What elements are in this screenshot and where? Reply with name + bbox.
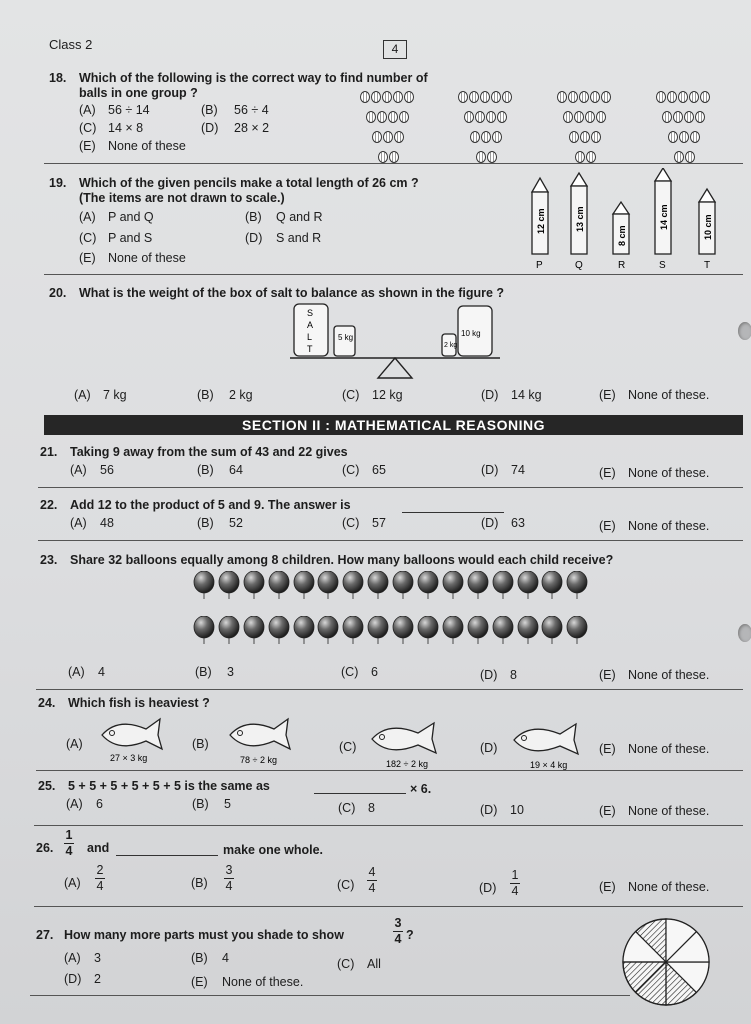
q19-option-b-text: Q and R (276, 210, 323, 224)
q26-option-e-text: None of these. (628, 880, 710, 894)
q18-number: 18. (49, 71, 67, 85)
balloon-icon (193, 616, 215, 644)
q20-number: 20. (49, 286, 67, 300)
balloon-icon (367, 571, 389, 599)
balloon-icon (566, 571, 588, 599)
q18-option-a-text: 56 ÷ 14 (108, 103, 150, 117)
q19-option-a-text: P and Q (108, 210, 154, 224)
answer-blank (402, 512, 504, 513)
balloon-icon (293, 571, 315, 599)
balloon-icon (367, 616, 389, 644)
q26-option-e-label: (E) (599, 880, 616, 894)
q22-option-d-text: 63 (511, 516, 525, 530)
q24-option-d-label: (D) (480, 741, 498, 755)
q26-option-c-label: (C) (337, 878, 355, 892)
class-label: Class 2 (49, 37, 93, 52)
q23-option-b-label: (B) (195, 665, 212, 679)
q26-option-c-fraction: 4 4 (368, 865, 376, 895)
q25-option-a-text: 6 (96, 797, 103, 811)
q27-option-d-text: 2 (94, 972, 101, 986)
divider (36, 770, 743, 771)
q19-option-c-text: P and S (108, 231, 153, 245)
q25-option-b-label: (B) (192, 797, 209, 811)
divider (34, 906, 743, 907)
divider (34, 825, 743, 826)
pencil-s (655, 168, 671, 271)
balloon-row (193, 616, 591, 649)
ball-group (656, 90, 711, 168)
q25-option-d-label: (D) (480, 803, 498, 817)
q26-option-b-label: (B) (191, 876, 208, 890)
q27-option-c-label: (C) (337, 957, 355, 971)
q19-option-a-label: (A) (79, 210, 96, 224)
balloon-icon (492, 616, 514, 644)
q24-option-c-label: (C) (339, 740, 357, 754)
q22-number: 22. (40, 498, 58, 512)
q22-option-e-label: (E) (599, 519, 616, 533)
binder-hole (738, 624, 751, 642)
fraction-circle (620, 916, 712, 1008)
q23-option-b-text: 3 (227, 665, 234, 679)
q22-option-e-text: None of these. (628, 519, 710, 533)
page-number: 4 (383, 40, 407, 59)
q25-option-d-text: 10 (510, 803, 524, 817)
balloon-icon (492, 571, 514, 599)
q20-option-e-text: None of these. (628, 388, 710, 402)
q23-option-d-label: (D) (480, 668, 498, 682)
balloon-icon (442, 571, 464, 599)
fish-b (226, 713, 306, 765)
binder-hole (738, 322, 751, 340)
q23-option-a-label: (A) (68, 665, 85, 679)
q22-option-b-text: 52 (229, 516, 243, 530)
q25-option-c-label: (C) (338, 801, 356, 815)
q21-option-b-text: 64 (229, 463, 243, 477)
ball-group (557, 90, 612, 168)
pencil-t-label: T (704, 260, 711, 271)
svg-text:2 kg: 2 kg (444, 342, 458, 349)
q26-suffix: make one whole. (223, 843, 324, 857)
q23-option-a-text: 4 (98, 665, 105, 679)
balloon-icon (517, 616, 539, 644)
divider (30, 995, 630, 996)
balloon-icon (392, 571, 414, 599)
q23-option-d-text: 8 (510, 668, 517, 682)
divider (38, 540, 743, 541)
q20-option-e-label: (E) (599, 388, 616, 402)
balloon-icon (467, 616, 489, 644)
balloon-icon (392, 616, 414, 644)
pencil-t-length: 10 cm (703, 214, 713, 240)
q21-option-a-text: 56 (100, 463, 114, 477)
q18-text-line1: Which of the following is the correct way to find number of (79, 71, 428, 85)
q20-option-c-text: 12 kg (372, 388, 403, 402)
balloon-icon (541, 571, 563, 599)
divider (38, 487, 743, 488)
q25-option-a-label: (A) (66, 797, 83, 811)
q21-option-d-text: 74 (511, 463, 525, 477)
fish-c (368, 717, 452, 769)
balloon-icon (317, 571, 339, 599)
q23-option-c-text: 6 (371, 665, 378, 679)
q18-text-line2: balls in one group ? (79, 86, 198, 100)
q19-text-line2: (The items are not drawn to scale.) (79, 191, 285, 205)
fish-b-label: 78 ÷ 2 kg (240, 755, 277, 765)
q18-option-b-label: (B) (201, 103, 218, 117)
svg-text:5 kg: 5 kg (338, 333, 354, 342)
q26-number: 26. (36, 841, 54, 855)
q25-suffix: × 6. (410, 782, 432, 796)
q19-option-c-label: (C) (79, 231, 97, 245)
q25-text: 5 + 5 + 5 + 5 + 5 + 5 is the same as (68, 779, 270, 793)
pencil-r-label: R (618, 260, 626, 271)
q21-option-c-label: (C) (342, 463, 360, 477)
q21-option-d-label: (D) (481, 463, 499, 477)
q27-option-b-label: (B) (191, 951, 208, 965)
q20-option-b-label: (B) (197, 388, 214, 402)
q22-text: Add 12 to the product of 5 and 9. The answer is (70, 498, 351, 512)
pencil-r-length: 8 cm (617, 225, 627, 246)
section-header: SECTION II : MATHEMATICAL REASONING (44, 415, 743, 435)
q18-option-e-text: None of these (108, 139, 186, 153)
pencil-t (699, 189, 715, 271)
q26-option-d-fraction: 1 4 (511, 868, 519, 898)
svg-text:10 kg: 10 kg (461, 329, 481, 338)
q21-option-e-label: (E) (599, 466, 616, 480)
q18-option-a-label: (A) (79, 103, 96, 117)
balance-figure (280, 300, 510, 382)
q21-option-c-text: 65 (372, 463, 386, 477)
q21-option-b-label: (B) (197, 463, 214, 477)
q19-text-line1: Which of the given pencils make a total length of 26 cm ? (79, 176, 419, 190)
q24-text: Which fish is heaviest ? (68, 696, 210, 710)
fish-a-label: 27 × 3 kg (110, 753, 148, 763)
balloon-icon (243, 616, 265, 644)
pencil-p-length: 12 cm (536, 208, 546, 234)
fish-d (510, 718, 594, 770)
q18-option-d-text: 28 × 2 (234, 121, 270, 135)
pencil-s-length: 14 cm (659, 204, 669, 230)
pencil-p (532, 178, 548, 271)
q24-number: 24. (38, 696, 56, 710)
q21-option-a-label: (A) (70, 463, 87, 477)
pencil-s-label: S (659, 260, 666, 271)
q20-option-a-label: (A) (74, 388, 91, 402)
ball-group (458, 90, 513, 168)
q21-text: Taking 9 away from the sum of 43 and 22 gives (70, 445, 348, 459)
balloon-icon (566, 616, 588, 644)
q19-option-b-label: (B) (245, 210, 262, 224)
q24-option-e-label: (E) (599, 742, 616, 756)
q22-option-c-label: (C) (342, 516, 360, 530)
pencil-r (613, 202, 629, 271)
divider (44, 163, 743, 164)
q27-option-c-text: All (367, 957, 381, 971)
q20-option-d-label: (D) (481, 388, 499, 402)
q25-number: 25. (38, 779, 56, 793)
q18-option-c-label: (C) (79, 121, 97, 135)
svg-text:L: L (307, 332, 313, 342)
q24-option-e-text: None of these. (628, 742, 710, 756)
balloon-icon (218, 616, 240, 644)
q22-option-c-text: 57 (372, 516, 386, 530)
q23-number: 23. (40, 553, 58, 567)
q23-option-e-text: None of these. (628, 668, 710, 682)
q18-option-d-label: (D) (201, 121, 219, 135)
svg-text:A: A (307, 320, 314, 330)
q27-number: 27. (36, 928, 54, 942)
balloon-icon (342, 616, 364, 644)
balloon-icon (417, 616, 439, 644)
q22-option-a-text: 48 (100, 516, 114, 530)
q27-fraction: 3 4 (394, 916, 402, 946)
q26-option-a-label: (A) (64, 876, 81, 890)
q22-option-d-label: (D) (481, 516, 499, 530)
q27-option-e-label: (E) (191, 975, 208, 989)
q27-qmark: ? (406, 928, 414, 942)
fish-d-label: 19 × 4 kg (530, 760, 568, 770)
q25-option-b-text: 5 (224, 797, 231, 811)
q20-text: What is the weight of the box of salt to balance as shown in the figure ? (79, 286, 505, 300)
pencil-p-label: P (536, 260, 543, 271)
balloon-icon (193, 571, 215, 599)
q27-option-a-label: (A) (64, 951, 81, 965)
pencil-q (571, 173, 587, 271)
divider (36, 689, 743, 690)
answer-blank (314, 793, 406, 794)
q20-option-c-label: (C) (342, 388, 360, 402)
balloon-icon (541, 616, 563, 644)
q19-option-d-text: S and R (276, 231, 322, 245)
q26-option-b-fraction: 3 4 (225, 863, 233, 893)
balloon-icon (218, 571, 240, 599)
q23-option-e-label: (E) (599, 668, 616, 682)
pencil-q-label: Q (575, 260, 583, 271)
q25-option-e-label: (E) (599, 804, 616, 818)
q26-fraction: 1 4 (65, 828, 73, 858)
balloon-icon (467, 571, 489, 599)
q23-text: Share 32 balloons equally among 8 children. How many balloons would each child receive? (70, 553, 614, 567)
q22-option-b-label: (B) (197, 516, 214, 530)
balloon-icon (268, 616, 290, 644)
q23-option-c-label: (C) (341, 665, 359, 679)
q25-option-c-text: 8 (368, 801, 375, 815)
balloon-icon (243, 571, 265, 599)
q27-option-d-label: (D) (64, 972, 82, 986)
q24-option-b-label: (B) (192, 737, 209, 751)
answer-blank (116, 855, 218, 856)
pencils-figure (525, 168, 725, 273)
q26-and: and (87, 841, 110, 855)
q21-number: 21. (40, 445, 58, 459)
divider (44, 274, 743, 275)
balloon-icon (317, 616, 339, 644)
q22-option-a-label: (A) (70, 516, 87, 530)
balloon-row (193, 571, 591, 604)
balloon-icon (517, 571, 539, 599)
ball-group (360, 90, 415, 168)
q26-option-d-label: (D) (479, 881, 497, 895)
q25-option-e-text: None of these. (628, 804, 710, 818)
q19-option-e-label: (E) (79, 251, 96, 265)
q18-option-e-label: (E) (79, 139, 96, 153)
svg-text:T: T (307, 344, 313, 354)
q18-option-b-text: 56 ÷ 4 (234, 103, 269, 117)
balloon-icon (293, 616, 315, 644)
q24-option-a-label: (A) (66, 737, 83, 751)
balloon-icon (342, 571, 364, 599)
q27-option-e-text: None of these. (222, 975, 304, 989)
pencil-q-length: 13 cm (575, 206, 585, 232)
q26-option-a-fraction: 2 4 (96, 863, 104, 893)
fish-c-label: 182 ÷ 2 kg (386, 759, 428, 769)
q27-option-a-text: 3 (94, 951, 101, 965)
balloon-icon (442, 616, 464, 644)
q19-option-e-text: None of these (108, 251, 186, 265)
q19-option-d-label: (D) (245, 231, 263, 245)
q20-option-d-text: 14 kg (511, 388, 542, 402)
q19-number: 19. (49, 176, 67, 190)
balloon-icon (268, 571, 290, 599)
balloon-icon (417, 571, 439, 599)
q21-option-e-text: None of these. (628, 466, 710, 480)
q20-option-b-text: 2 kg (229, 388, 253, 402)
q20-option-a-text: 7 kg (103, 388, 127, 402)
svg-text:S: S (307, 308, 314, 318)
fish-a (98, 713, 178, 765)
q27-text: How many more parts must you shade to show (64, 928, 344, 942)
q18-option-c-text: 14 × 8 (108, 121, 144, 135)
q27-option-b-text: 4 (222, 951, 229, 965)
